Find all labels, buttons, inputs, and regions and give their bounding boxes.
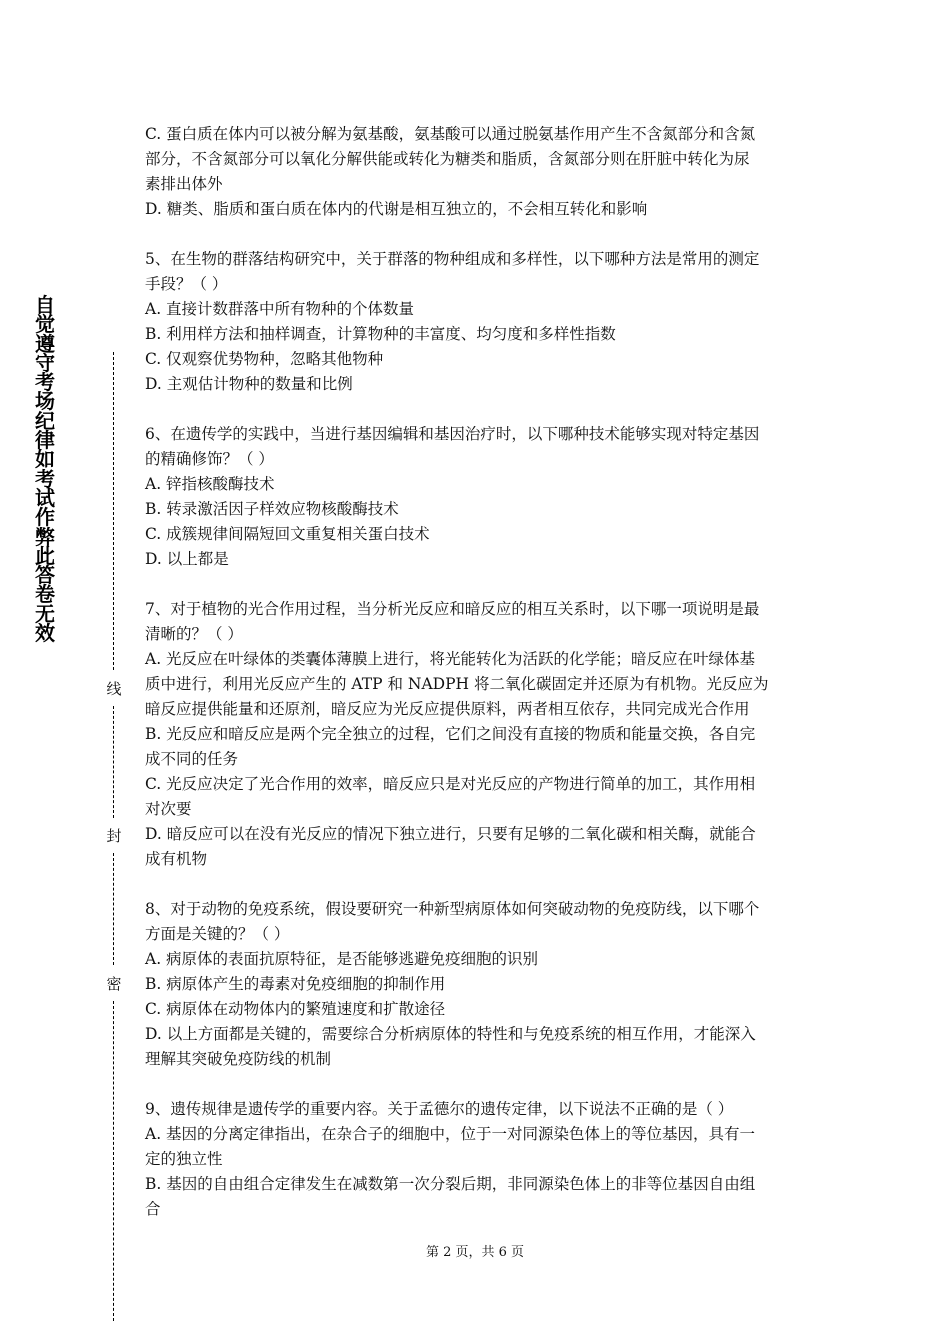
q9-option-b — [145, 1172, 810, 1222]
q5-option-a — [145, 297, 810, 322]
text-line: B. 基因的自由组合定律发生在减数第一次分裂后期，非同源染色体上的非等位基因自由组 — [145, 1175, 756, 1193]
text-line: C. 成簇规律间隔短回文重复相关蛋白技术 — [145, 525, 430, 543]
text-line: 手段？（ ） — [145, 275, 228, 293]
text-line: B. 病原体产生的毒素对免疫细胞的抑制作用 — [145, 975, 446, 993]
binding-dashed-line-segment — [113, 853, 114, 965]
q5-stem — [145, 247, 810, 297]
text-line: 成不同的任务 — [145, 750, 239, 768]
text-line: 9、遗传规律是遗传学的重要内容。关于孟德尔的遗传定律，以下说法不正确的是（ ） — [145, 1100, 734, 1118]
q7-option-c — [145, 772, 810, 822]
question-gap — [145, 222, 810, 247]
text-line: 7、对于植物的光合作用过程，当分析光反应和暗反应的相互关系时，以下哪一项说明是最 — [145, 600, 760, 618]
q5-option-d — [145, 372, 810, 397]
text-line: D. 暗反应可以在没有光反应的情况下独立进行，只要有足够的二氧化碳和相关酶，就能合 — [145, 825, 756, 843]
text-line: 8、对于动物的免疫系统，假设要研究一种新型病原体如何突破动物的免疫防线，以下哪个 — [145, 900, 760, 918]
q8-option-a — [145, 947, 810, 972]
q7-option-a — [145, 647, 810, 722]
q6-option-d — [145, 547, 810, 572]
binding-mark-secret: 密 — [106, 975, 122, 993]
text-line: 合 — [145, 1200, 161, 1218]
text-line: 6、在遗传学的实践中，当进行基因编辑和基因治疗时，以下哪种技术能够实现对特定基因 — [145, 425, 760, 443]
text-line: 理解其突破免疫防线的机制 — [145, 1050, 332, 1068]
q8-stem — [145, 897, 810, 947]
q8-option-d — [145, 1022, 810, 1072]
text-line: C. 病原体在动物体内的繁殖速度和扩散途径 — [145, 1000, 446, 1018]
text-line: C. 仅观察优势物种，忽略其他物种 — [145, 350, 384, 368]
q7-stem — [145, 597, 810, 647]
q4-option-c — [145, 122, 810, 197]
q5-option-c — [145, 347, 810, 372]
text-line: 定的独立性 — [145, 1150, 223, 1168]
q9-option-a — [145, 1122, 810, 1172]
exam-discipline-notice: 自觉遵守考场纪律如考试作弊此答卷无效 — [35, 293, 55, 646]
q6-option-c — [145, 522, 810, 547]
binding-mark-line: 线 — [106, 680, 122, 698]
question-gap — [145, 572, 810, 597]
binding-dashed-line-segment — [113, 1001, 114, 1321]
q6-stem — [145, 422, 810, 472]
text-line: C. 蛋白质在体内可以被分解为氨基酸，氨基酸可以通过脱氨基作用产生不含氮部分和含氮 — [145, 125, 756, 143]
text-line: 5、在生物的群落结构研究中，关于群落的物种组成和多样性，以下哪种方法是常用的测定 — [145, 250, 760, 268]
q4-option-d — [145, 197, 810, 222]
binding-dashed-line-segment — [113, 352, 114, 670]
text-line: B. 转录激活因子样效应物核酸酶技术 — [145, 500, 399, 518]
text-line: C. 光反应决定了光合作用的效率，暗反应只是对光反应的产物进行简单的加工，其作用相 — [145, 775, 756, 793]
text-line: 素排出体外 — [145, 175, 223, 193]
text-line: A. 光反应在叶绿体的类囊体薄膜上进行，将光能转化为活跃的化学能；暗反应在叶绿体基 — [145, 650, 756, 668]
q9-stem — [145, 1097, 810, 1122]
question-gap — [145, 397, 810, 422]
text-line: 的精确修饰？（ ） — [145, 450, 274, 468]
q7-option-d — [145, 822, 810, 872]
text-line: A. 锌指核酸酶技术 — [145, 475, 275, 493]
text-line: D. 主观估计物种的数量和比例 — [145, 375, 353, 393]
q8-option-c — [145, 997, 810, 1022]
text-line: A. 病原体的表面抗原特征，是否能够逃避免疫细胞的识别 — [145, 950, 539, 968]
question-gap — [145, 872, 810, 897]
question-content — [145, 122, 810, 1222]
page-number-footer: 第 2 页，共 6 页 — [425, 1245, 525, 1260]
text-line: 质中进行，利用光反应产生的 ATP 和 NADPH 将二氧化碳固定并还原为有机物。光反应为 — [145, 675, 769, 693]
text-line: 成有机物 — [145, 850, 208, 868]
q6-option-b — [145, 497, 810, 522]
q6-option-a — [145, 472, 810, 497]
text-line: D. 以上都是 — [145, 550, 229, 568]
text-line: 方面是关键的？（ ） — [145, 925, 290, 943]
text-line: A. 基因的分离定律指出，在杂合子的细胞中，位于一对同源染色体上的等位基因，具有一 — [145, 1125, 756, 1143]
text-line: 部分，不含氮部分可以氧化分解供能或转化为糖类和脂质，含氮部分则在肝脏中转化为尿 — [145, 150, 750, 168]
binding-dashed-line-segment — [113, 706, 114, 818]
text-line: 对次要 — [145, 800, 192, 818]
text-line: D. 以上方面都是关键的，需要综合分析病原体的特性和与免疫系统的相互作用，才能深入 — [145, 1025, 756, 1043]
text-line: D. 糖类、脂质和蛋白质在体内的代谢是相互独立的，不会相互转化和影响 — [145, 200, 648, 218]
text-line: A. 直接计数群落中所有物种的个体数量 — [145, 300, 415, 318]
binding-mark-seal: 封 — [106, 827, 122, 845]
q5-option-b — [145, 322, 810, 347]
text-line: 暗反应提供能量和还原剂，暗反应为光反应提供原料，两者相互依存，共同完成光合作用 — [145, 700, 750, 718]
q7-option-b — [145, 722, 810, 772]
text-line: 清晰的？（ ） — [145, 625, 243, 643]
text-line: B. 光反应和暗反应是两个完全独立的过程，它们之间没有直接的物质和能量交换，各自完 — [145, 725, 756, 743]
q8-option-b — [145, 972, 810, 997]
question-gap — [145, 1072, 810, 1097]
text-line: B. 利用样方法和抽样调查，计算物种的丰富度、均匀度和多样性指数 — [145, 325, 616, 343]
